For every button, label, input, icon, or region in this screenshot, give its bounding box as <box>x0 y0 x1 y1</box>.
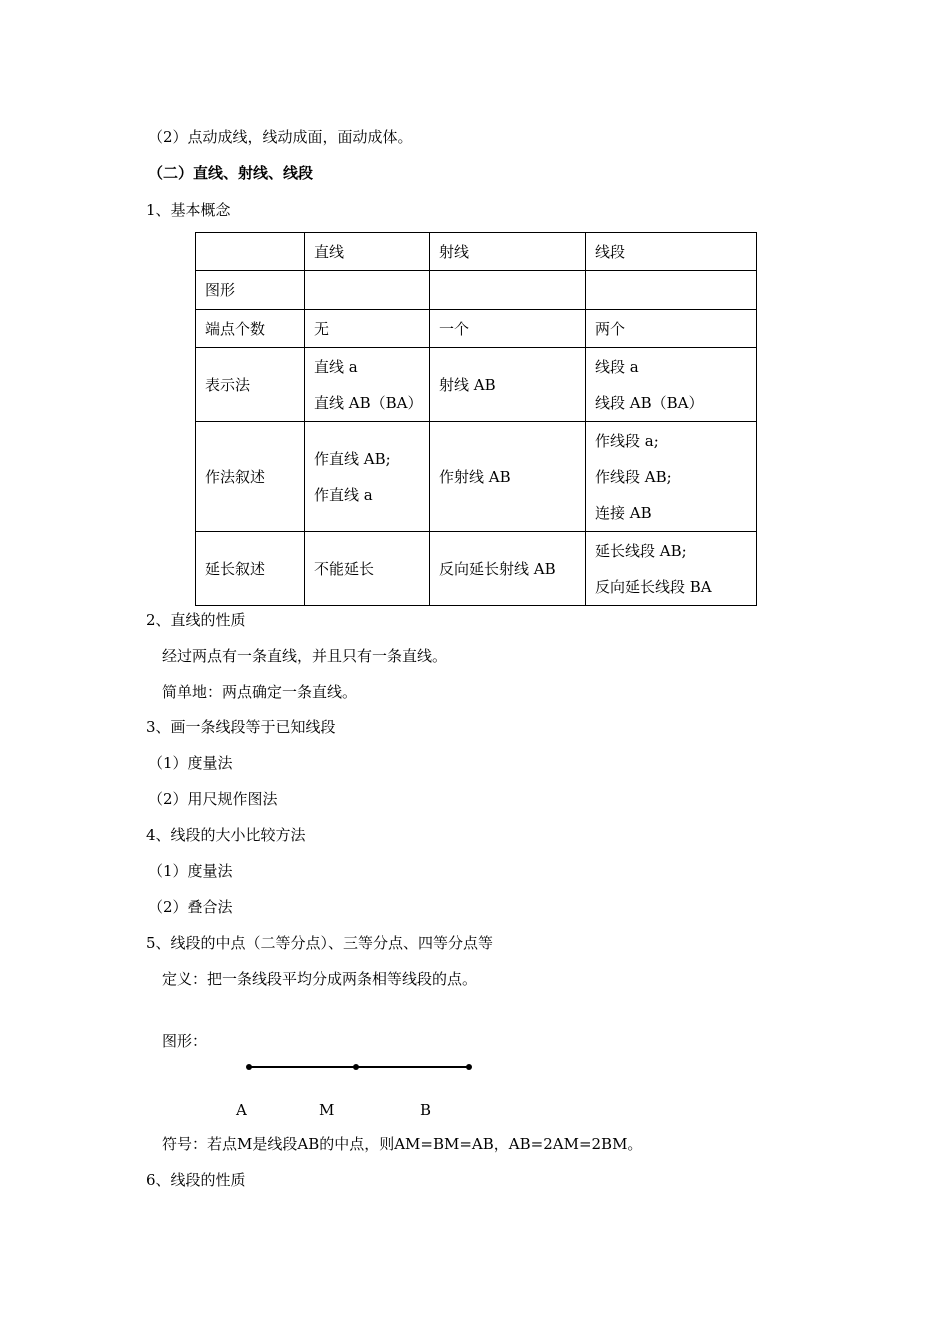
cell-construction-segment <box>586 422 757 532</box>
text-overlap-method: （2）叠合法 <box>148 898 233 916</box>
point-label-m: M <box>319 1101 335 1119</box>
header-cell-empty <box>196 233 305 271</box>
text-midpoint-symbol: 符号：若点M是线段AB的中点，则AM=BM=AB，AB=2AM=2BM。 <box>162 1135 643 1153</box>
row-label-notation: 表示法 <box>196 348 305 422</box>
subheading-segment-properties: 6、线段的性质 <box>146 1171 246 1189</box>
segment-diagram <box>240 1057 480 1077</box>
row-label-extension: 延长叙述 <box>196 532 305 606</box>
cell-endpoints-segment: 两个 <box>586 310 757 348</box>
text-midpoint-definition: 定义：把一条线段平均分成两条相等线段的点。 <box>162 970 478 988</box>
cell-text: 作直线 a <box>314 485 373 504</box>
cell-text: 直线 AB（BA） <box>314 393 423 412</box>
header-cell-segment: 线段 <box>586 233 757 271</box>
subheading-line-properties: 2、直线的性质 <box>146 611 246 629</box>
point-a-dot <box>246 1064 252 1070</box>
header-cell-ray: 射线 <box>430 233 586 271</box>
table-header-row <box>196 233 757 271</box>
point-b-dot <box>466 1064 472 1070</box>
cell-construction-line <box>305 422 430 532</box>
table-row-construction <box>196 422 757 532</box>
table-row-extension <box>196 532 757 606</box>
cell-extension-segment <box>586 532 757 606</box>
text-line-point-line-face: （2）点动成线，线动成面，面动成体。 <box>148 128 413 146</box>
text-line-property-simple: 简单地：两点确定一条直线。 <box>162 683 358 701</box>
table-row-endpoints <box>196 310 757 348</box>
subheading-compare-segments: 4、线段的大小比较方法 <box>146 826 306 844</box>
cell-text: 直线 a <box>314 357 358 376</box>
table-row-notation <box>196 348 757 422</box>
cell-text: 作线段 a; <box>595 431 659 450</box>
concepts-table <box>195 232 757 606</box>
cell-text: 线段 AB（BA） <box>595 393 704 412</box>
text-compass-method: （2）用尺规作图法 <box>148 790 278 808</box>
table-row-figure <box>196 271 757 310</box>
subheading-basic-concepts: 1、基本概念 <box>146 201 231 219</box>
section-heading-lines-rays-segments: （二）直线、射线、线段 <box>148 164 314 182</box>
cell-construction-ray: 作射线 AB <box>430 422 586 532</box>
cell-figure-segment <box>586 271 757 310</box>
cell-text: 作直线 AB; <box>314 449 391 468</box>
cell-text: 延长线段 AB; <box>595 541 687 560</box>
point-label-b: B <box>420 1101 432 1119</box>
cell-text: 连接 AB <box>595 503 652 522</box>
row-label-endpoints: 端点个数 <box>196 310 305 348</box>
cell-extension-ray: 反向延长射线 AB <box>430 532 586 606</box>
point-label-a: A <box>236 1101 247 1119</box>
cell-figure-line <box>305 271 430 310</box>
cell-text: 作线段 AB; <box>595 467 672 486</box>
text-measure-method-2: （1）度量法 <box>148 862 233 880</box>
subheading-midpoint: 5、线段的中点（二等分点）、三等分点、四等分点等 <box>146 934 494 952</box>
row-label-construction: 作法叙述 <box>196 422 305 532</box>
header-cell-line: 直线 <box>305 233 430 271</box>
text-measure-method-1: （1）度量法 <box>148 754 233 772</box>
cell-notation-segment <box>586 348 757 422</box>
text-figure-label: 图形： <box>162 1032 208 1050</box>
point-m-dot <box>353 1064 359 1070</box>
cell-notation-ray: 射线 AB <box>430 348 586 422</box>
cell-endpoints-ray: 一个 <box>430 310 586 348</box>
cell-notation-line <box>305 348 430 422</box>
cell-figure-ray <box>430 271 586 310</box>
text-line-property-statement: 经过两点有一条直线，并且只有一条直线。 <box>162 647 448 665</box>
cell-extension-line: 不能延长 <box>305 532 430 606</box>
cell-text: 线段 a <box>595 357 639 376</box>
cell-text: 反向延长线段 BA <box>595 577 712 596</box>
cell-endpoints-line: 无 <box>305 310 430 348</box>
subheading-draw-equal-segment: 3、画一条线段等于已知线段 <box>146 718 336 736</box>
row-label-figure: 图形 <box>196 271 305 310</box>
